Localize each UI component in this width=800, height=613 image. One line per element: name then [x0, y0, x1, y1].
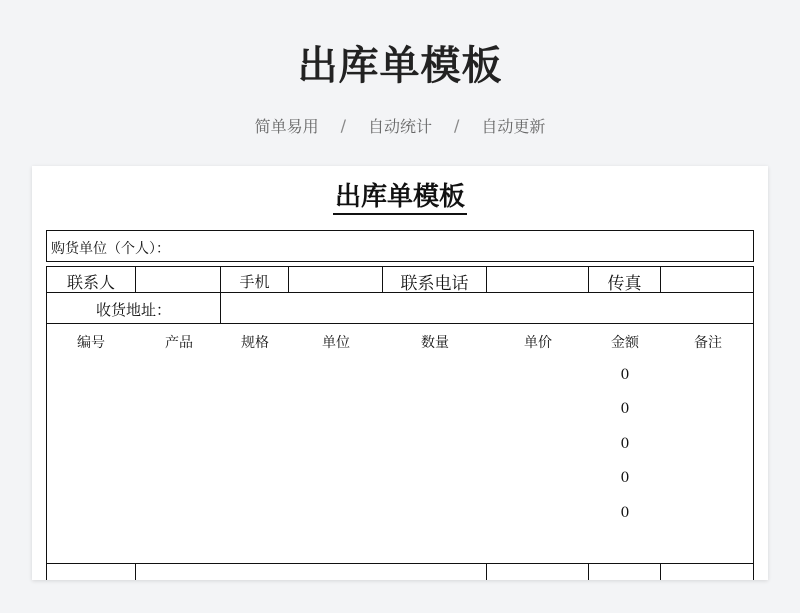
- page-title: 出库单模板: [297, 43, 503, 89]
- column-header-product: 产品: [165, 335, 193, 351]
- mobile-label: 手机: [239, 273, 270, 291]
- feature-tagline: [0, 114, 800, 137]
- contact-value[interactable]: [136, 267, 220, 292]
- buyer-field[interactable]: [46, 230, 754, 262]
- column-header-notes: 备注: [694, 335, 722, 351]
- amount-value: 0: [620, 505, 630, 521]
- phone-value[interactable]: [487, 267, 588, 292]
- separator: /: [454, 116, 460, 135]
- table-bottom-line: [46, 563, 754, 564]
- address-label: 收货地址：: [95, 301, 171, 319]
- column-header-unit-price: 单价: [524, 335, 552, 351]
- separator: /: [340, 116, 346, 135]
- phone-label: 联系电话: [400, 274, 469, 294]
- column-stub: [135, 563, 136, 580]
- address-value[interactable]: [221, 293, 753, 323]
- document-sheet: [32, 166, 768, 580]
- amount-value: 0: [620, 470, 630, 486]
- column-stub: [486, 563, 487, 580]
- feature-easy: 简单易用: [254, 117, 319, 136]
- amount-value: 0: [620, 436, 630, 452]
- fax-value[interactable]: [661, 267, 753, 292]
- column-header-quantity: 数量: [421, 335, 449, 351]
- mobile-value[interactable]: [289, 267, 382, 292]
- feature-auto-update: 自动更新: [481, 117, 546, 136]
- contact-label: 联系人: [66, 273, 115, 292]
- column-header-unit: 单位: [322, 335, 350, 351]
- column-header-spec: 规格: [241, 335, 269, 351]
- amount-value: 0: [620, 401, 630, 417]
- row-divider: [46, 323, 754, 324]
- buyer-label: 购货单位（个人）：: [51, 241, 170, 257]
- column-header-number: 编号: [77, 335, 105, 351]
- feature-auto-stats: 自动统计: [367, 117, 432, 136]
- document-title: 出库单模板: [32, 176, 768, 213]
- column-stub: [588, 563, 589, 580]
- table-border-right: [753, 266, 754, 580]
- column-stub: [660, 563, 661, 580]
- amount-value: 0: [620, 367, 630, 383]
- column-header-amount: 金额: [611, 335, 639, 351]
- fax-label: 传真: [607, 274, 642, 294]
